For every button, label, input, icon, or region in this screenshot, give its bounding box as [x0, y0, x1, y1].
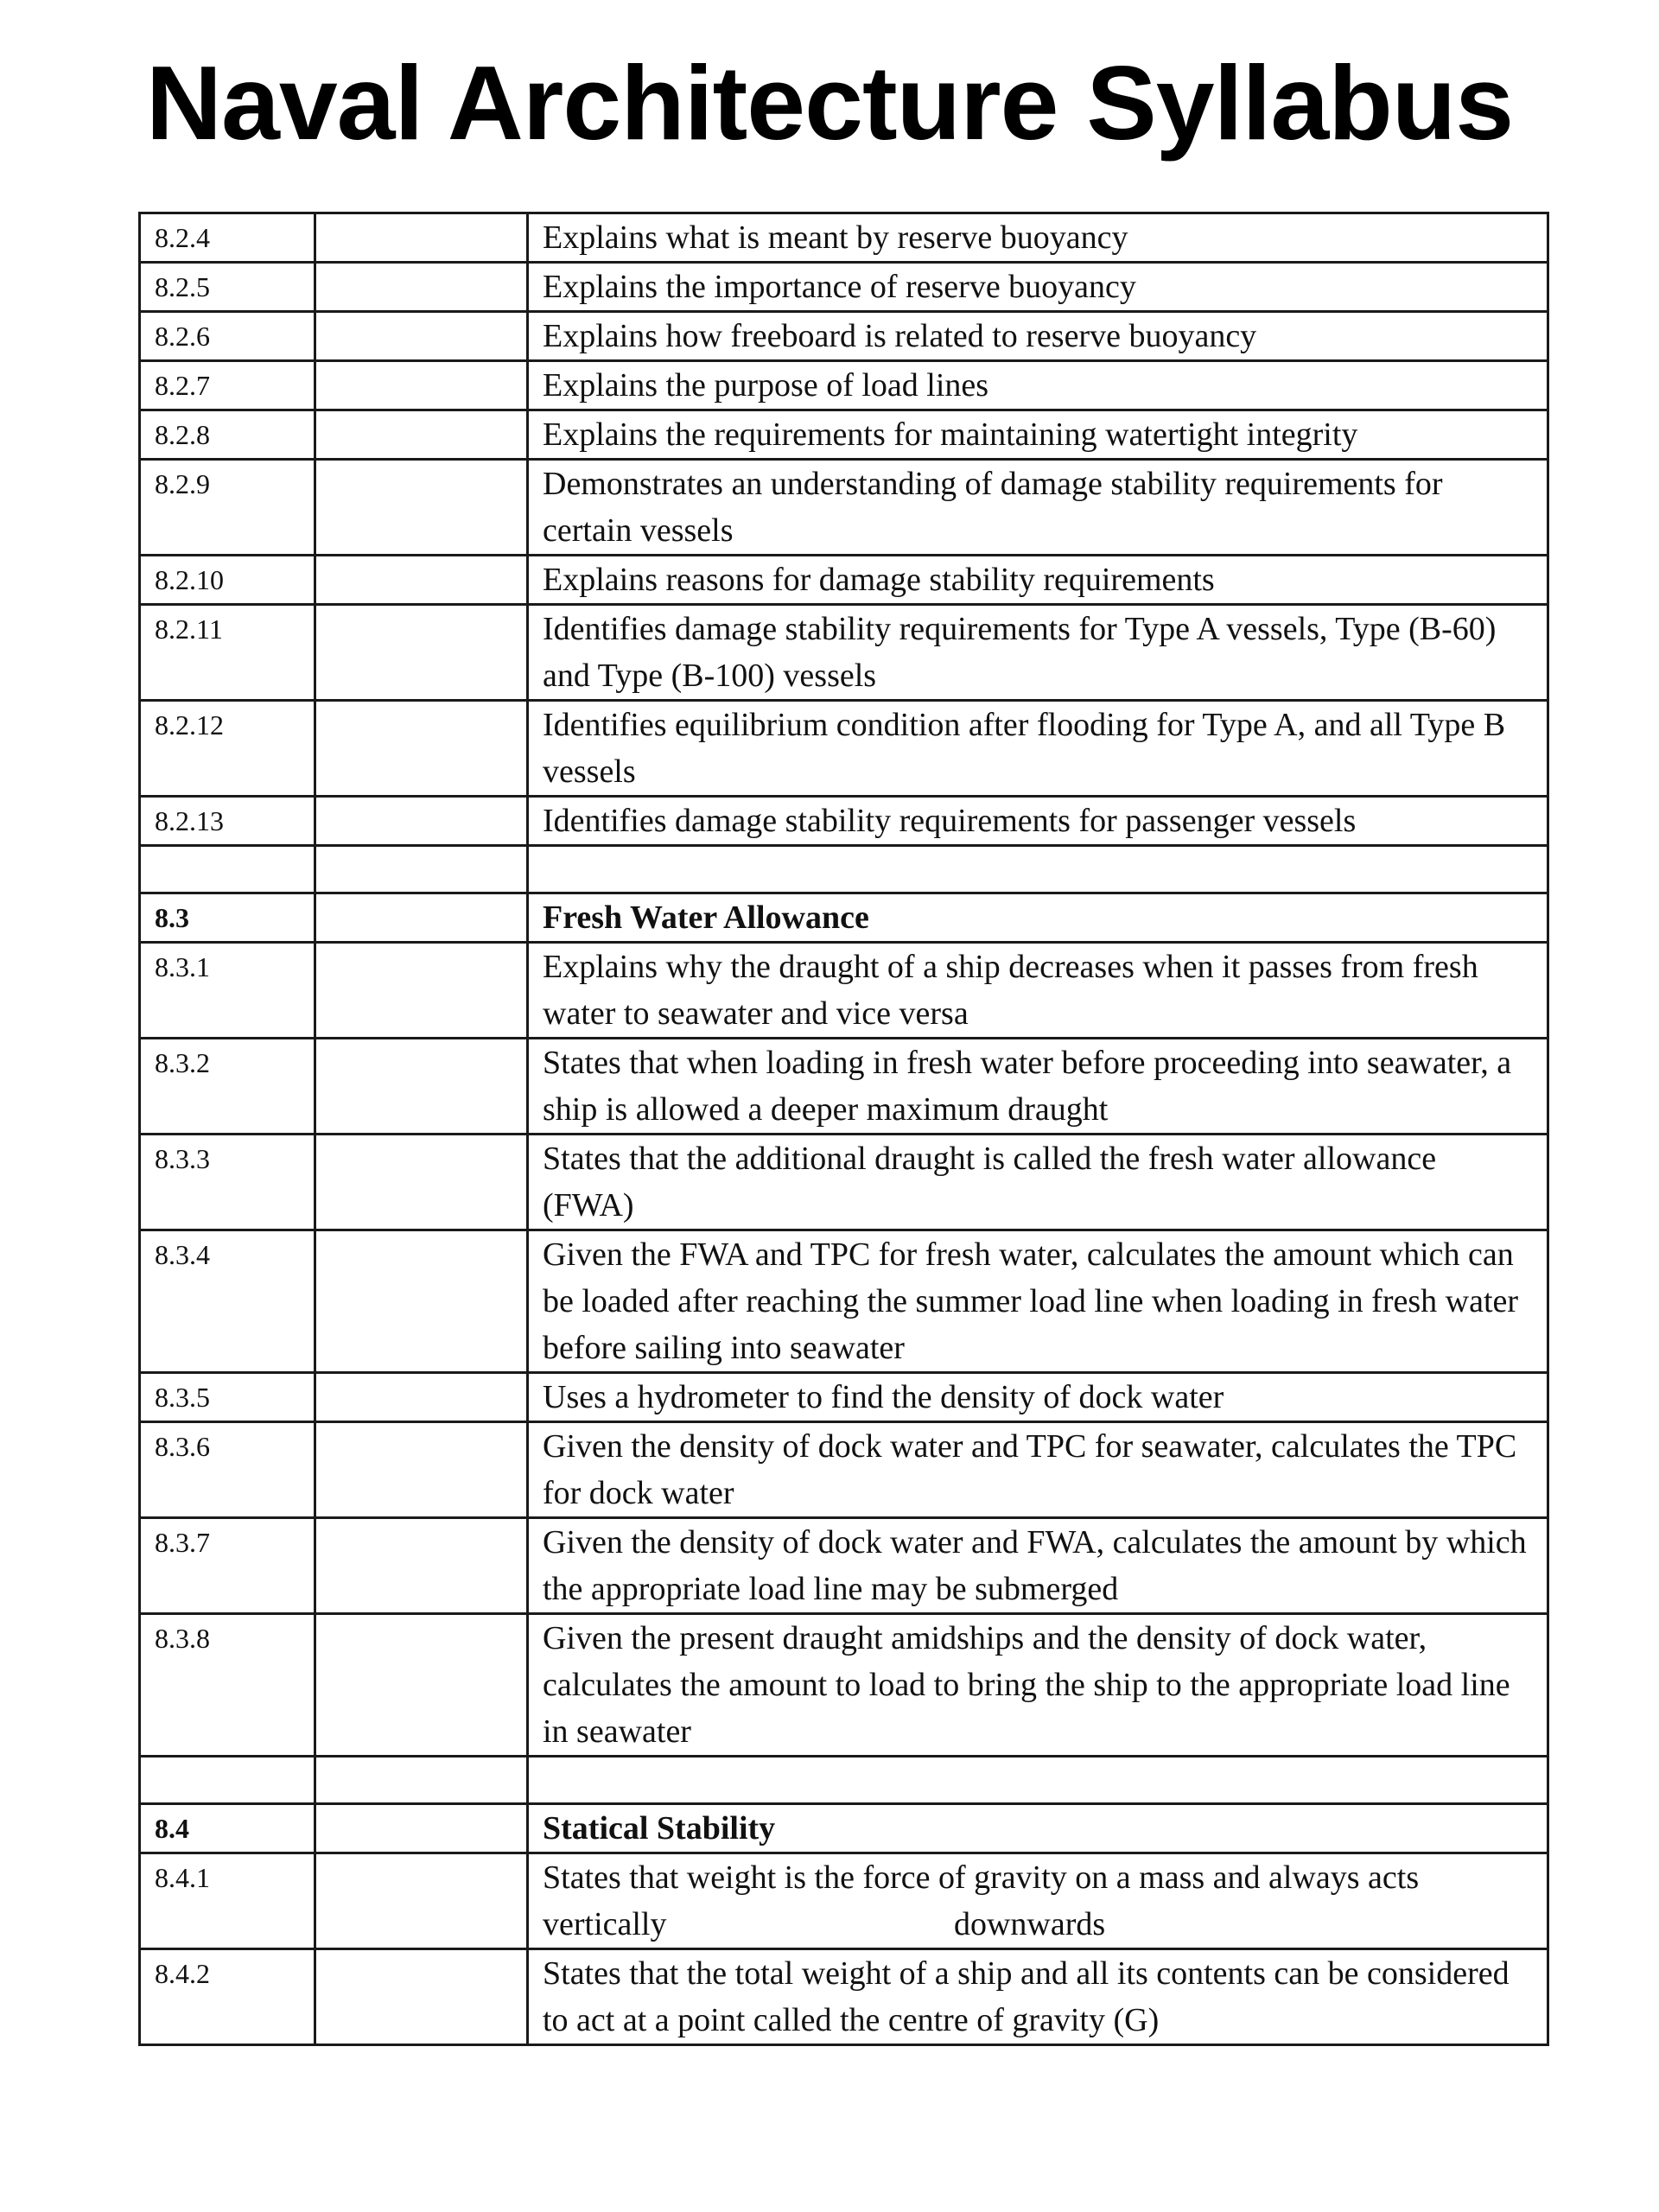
blank-cell — [315, 263, 528, 312]
item-description: Demonstrates an understanding of damage stability requirements for certain vessels — [528, 460, 1548, 556]
blank-cell — [315, 1757, 528, 1804]
syllabus-table — [138, 212, 1549, 2046]
blank-cell — [315, 312, 528, 361]
table-row — [140, 1373, 1548, 1422]
table-row — [140, 701, 1548, 797]
item-number: 8.4.1 — [140, 1853, 315, 1949]
section-heading: Fresh Water Allowance — [528, 893, 1548, 943]
section-number: 8.4 — [140, 1804, 315, 1853]
item-description: Uses a hydrometer to find the density of dock water — [528, 1373, 1548, 1422]
item-number: 8.2.4 — [140, 213, 315, 263]
blank-cell — [315, 1949, 528, 2045]
blank-cell — [315, 1373, 528, 1422]
item-number: 8.2.5 — [140, 263, 315, 312]
table-row — [140, 1949, 1548, 2045]
item-number: 8.2.9 — [140, 460, 315, 556]
blank-cell — [315, 701, 528, 797]
section-header-row — [140, 893, 1548, 943]
empty-row — [140, 1757, 1548, 1804]
item-number: 8.3.6 — [140, 1422, 315, 1518]
item-number: 8.2.11 — [140, 605, 315, 701]
item-number: 8.3.2 — [140, 1039, 315, 1135]
item-number — [140, 1757, 315, 1804]
item-description: States that when loading in fresh water before proceeding into seawater, a ship is allowed a deeper maximum draught — [528, 1039, 1548, 1135]
empty-row — [140, 846, 1548, 893]
item-description — [528, 1757, 1548, 1804]
item-number: 8.2.6 — [140, 312, 315, 361]
blank-cell — [315, 213, 528, 263]
table-row — [140, 312, 1548, 361]
item-description: Given the density of dock water and TPC for seawater, calculates the TPC for dock water — [528, 1422, 1548, 1518]
blank-cell — [315, 893, 528, 943]
table-row — [140, 1422, 1548, 1518]
item-description: States that the additional draught is called the fresh water allowance (FWA) — [528, 1135, 1548, 1230]
item-description: Identifies damage stability requirements for passenger vessels — [528, 797, 1548, 846]
table-row — [140, 1518, 1548, 1614]
section-header-row — [140, 1804, 1548, 1853]
item-number: 8.2.8 — [140, 410, 315, 460]
item-description: Explains how freeboard is related to reserve buoyancy — [528, 312, 1548, 361]
item-number: 8.2.7 — [140, 361, 315, 410]
item-description: Given the FWA and TPC for fresh water, calculates the amount which can be loaded after reaching the summer load line when loading in fresh water before sailing into seawater — [528, 1230, 1548, 1373]
blank-cell — [315, 1422, 528, 1518]
table-row — [140, 556, 1548, 605]
item-number: 8.3.7 — [140, 1518, 315, 1614]
table-row — [140, 943, 1548, 1039]
blank-cell — [315, 1230, 528, 1373]
item-description: Explains why the draught of a ship decreases when it passes from fresh water to seawater and vice versa — [528, 943, 1548, 1039]
blank-cell — [315, 797, 528, 846]
table-row — [140, 605, 1548, 701]
table-row — [140, 361, 1548, 410]
table-row — [140, 460, 1548, 556]
blank-cell — [315, 460, 528, 556]
item-description: Explains what is meant by reserve buoyancy — [528, 213, 1548, 263]
item-description: Explains the requirements for maintaining watertight integrity — [528, 410, 1548, 460]
blank-cell — [315, 361, 528, 410]
blank-cell — [315, 943, 528, 1039]
item-number: 8.2.13 — [140, 797, 315, 846]
section-heading: Statical Stability — [528, 1804, 1548, 1853]
item-description: Explains the importance of reserve buoyancy — [528, 263, 1548, 312]
table-row — [140, 410, 1548, 460]
item-description: Given the present draught amidships and the density of dock water, calculates the amount to load to bring the ship to the appropriate load line in seawater — [528, 1614, 1548, 1757]
blank-cell — [315, 556, 528, 605]
table-row — [140, 263, 1548, 312]
item-number: 8.2.10 — [140, 556, 315, 605]
blank-cell — [315, 1853, 528, 1949]
blank-cell — [315, 410, 528, 460]
item-number: 8.4.2 — [140, 1949, 315, 2045]
item-number: 8.3.8 — [140, 1614, 315, 1757]
item-number: 8.3.4 — [140, 1230, 315, 1373]
table-row — [140, 1135, 1548, 1230]
table-row — [140, 797, 1548, 846]
table-row — [140, 1230, 1548, 1373]
item-description: States that the total weight of a ship and all its contents can be considered to act at a point called the centre of gravity (G) — [528, 1949, 1548, 2045]
item-number: 8.3.3 — [140, 1135, 315, 1230]
blank-cell — [315, 1804, 528, 1853]
table-row — [140, 1614, 1548, 1757]
table-row — [140, 1039, 1548, 1135]
table-row — [140, 1853, 1548, 1949]
item-number — [140, 846, 315, 893]
blank-cell — [315, 605, 528, 701]
blank-cell — [315, 1518, 528, 1614]
item-number: 8.2.12 — [140, 701, 315, 797]
blank-cell — [315, 1039, 528, 1135]
item-description: Identifies damage stability requirements for Type A vessels, Type (B-60) and Type (B-100) vessels — [528, 605, 1548, 701]
item-description: Given the density of dock water and FWA, calculates the amount by which the appropriate load line may be submerged — [528, 1518, 1548, 1614]
item-number: 8.3.1 — [140, 943, 315, 1039]
blank-cell — [315, 1614, 528, 1757]
item-description: Explains the purpose of load lines — [528, 361, 1548, 410]
page-title: Naval Architecture Syllabus — [145, 44, 1514, 162]
item-number: 8.3.5 — [140, 1373, 315, 1422]
blank-cell — [315, 1135, 528, 1230]
item-description — [528, 846, 1548, 893]
item-description: Explains reasons for damage stability requirements — [528, 556, 1548, 605]
item-description: Identifies equilibrium condition after flooding for Type A, and all Type B vessels — [528, 701, 1548, 797]
table-row — [140, 213, 1548, 263]
section-number: 8.3 — [140, 893, 315, 943]
item-description: States that weight is the force of gravity on a mass and always acts vertically downwards — [528, 1853, 1548, 1949]
blank-cell — [315, 846, 528, 893]
